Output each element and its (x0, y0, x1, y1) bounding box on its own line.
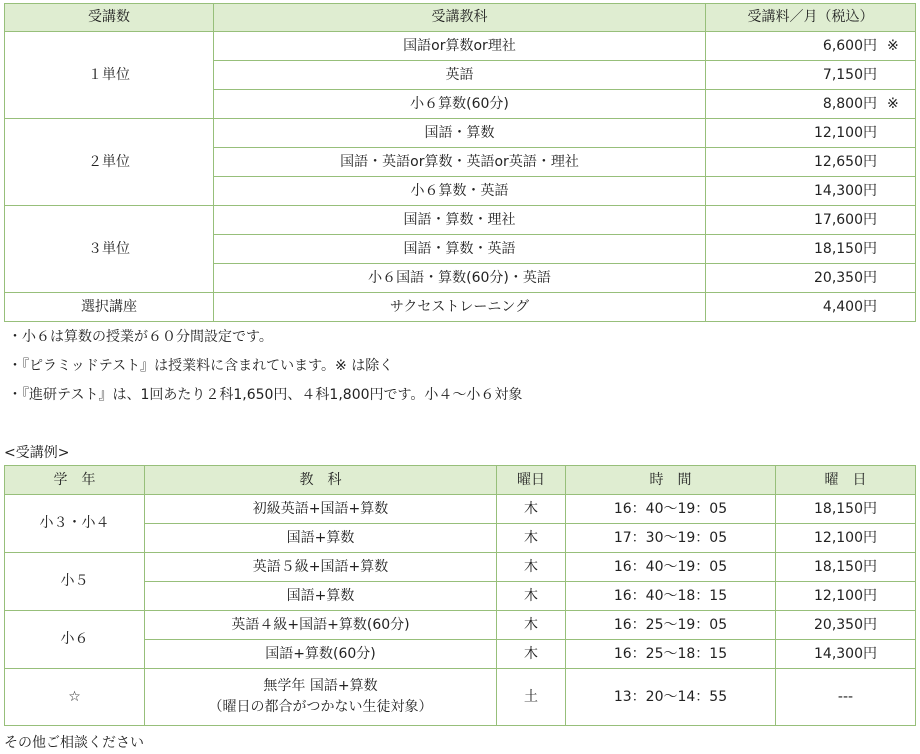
example-subject-note: （曜日の都合がつかない生徒対象） (208, 699, 433, 715)
example-row (5, 495, 916, 524)
example-subject-cell (145, 495, 497, 524)
grade-cell: 小５ (5, 553, 145, 611)
example-subject: 国語+算数 (286, 529, 355, 546)
subject-cell: 国語・算数 (214, 119, 706, 148)
fee-amount: 20,350円 (814, 269, 877, 286)
fee-cell (706, 206, 916, 235)
note-2: ・『ピラミッドテスト』は授業料に含まれています。※ は除く (8, 358, 394, 374)
subject-cell: 国語・算数・英語 (214, 235, 706, 264)
example-subject-cell (145, 553, 497, 582)
fee-mark: ※ (887, 37, 899, 54)
example-subject: 国語+算数(60分) (265, 645, 376, 662)
day-cell: 木 (497, 495, 566, 524)
example-row (5, 669, 916, 726)
header-day: 曜日 (497, 466, 566, 495)
units-cell: ２単位 (5, 119, 214, 206)
fee-row (5, 293, 916, 322)
header-subject: 教 科 (145, 466, 497, 495)
price-cell: --- (776, 669, 916, 726)
example-subject: 初級英語+国語+算数 (252, 500, 389, 517)
example-table (4, 465, 916, 726)
units-cell: １単位 (5, 32, 214, 119)
time-cell: 13：20～14：55 (566, 669, 776, 726)
fee-amount: 14,300円 (814, 182, 877, 199)
day-cell: 木 (497, 640, 566, 669)
header-time: 時 間 (566, 466, 776, 495)
example-row (5, 611, 916, 640)
day-cell: 木 (497, 524, 566, 553)
fee-row (5, 119, 916, 148)
header-units: 受講数 (5, 4, 214, 32)
time-cell: 16：40～19：05 (566, 495, 776, 524)
price-cell: 12,100円 (776, 582, 916, 611)
subject-cell: 国語・英語or算数・英語or英語・理社 (214, 148, 706, 177)
fee-amount: 18,150円 (814, 240, 877, 257)
day-cell: 木 (497, 582, 566, 611)
day-cell: 土 (497, 669, 566, 726)
example-subject-cell (145, 524, 497, 553)
footer-note: その他ご相談ください (4, 735, 144, 751)
example-subject-cell (145, 640, 497, 669)
fee-amount: 17,600円 (814, 211, 877, 228)
grade-cell: ☆ (5, 669, 145, 726)
fee-cell (706, 293, 916, 322)
header-grade: 学 年 (5, 466, 145, 495)
subject-cell: 国語or算数or理社 (214, 32, 706, 61)
time-cell: 16：40～18：15 (566, 582, 776, 611)
time-cell: 16：25～19：05 (566, 611, 776, 640)
units-cell: 選択講座 (5, 293, 214, 322)
price-cell: 18,150円 (776, 495, 916, 524)
note-3: ・『進研テスト』は、1回あたり２科1,650円、４科1,800円です。小４～小６対象 (8, 387, 523, 403)
example-subject-cell (145, 611, 497, 640)
fee-amount: 12,100円 (814, 124, 877, 141)
fee-cell (706, 148, 916, 177)
fee-amount: 8,800円 (822, 95, 877, 112)
subject-cell: 国語・算数・理社 (214, 206, 706, 235)
header-subjects: 受講教科 (214, 4, 706, 32)
fee-table (4, 3, 916, 322)
example-subject-cell (145, 582, 497, 611)
price-cell: 14,300円 (776, 640, 916, 669)
example-row (5, 553, 916, 582)
fee-amount: 4,400円 (822, 298, 877, 315)
subject-cell: サクセストレーニング (214, 293, 706, 322)
example-subject: 英語４級+国語+算数(60分) (231, 616, 410, 633)
fee-cell (706, 264, 916, 293)
time-cell: 16：40～19：05 (566, 553, 776, 582)
example-subject: 国語+算数 (286, 587, 355, 604)
subject-cell: 小６算数(60分) (214, 90, 706, 119)
day-cell: 木 (497, 611, 566, 640)
fee-mark: ※ (887, 95, 899, 112)
example-subject-cell (145, 669, 497, 726)
time-cell: 17：30～19：05 (566, 524, 776, 553)
header-price: 曜 日 (776, 466, 916, 495)
fee-cell (706, 90, 916, 119)
fee-row (5, 32, 916, 61)
subject-cell: 英語 (214, 61, 706, 90)
example-heading: <受講例> (4, 445, 70, 461)
fee-amount: 12,650円 (814, 153, 877, 170)
example-subject: 無学年 国語+算数 (263, 678, 378, 695)
example-subject: 英語５級+国語+算数 (252, 558, 389, 575)
price-cell: 20,350円 (776, 611, 916, 640)
price-cell: 18,150円 (776, 553, 916, 582)
fee-row (5, 206, 916, 235)
fee-cell (706, 32, 916, 61)
fee-cell (706, 177, 916, 206)
grade-cell: 小３・小４ (5, 495, 145, 553)
price-cell: 12,100円 (776, 524, 916, 553)
grade-cell: 小６ (5, 611, 145, 669)
fee-cell (706, 61, 916, 90)
day-cell: 木 (497, 553, 566, 582)
header-fee: 受講料／月（税込） (706, 4, 916, 32)
fee-cell (706, 119, 916, 148)
fee-amount: 6,600円 (822, 37, 877, 54)
fee-cell (706, 235, 916, 264)
time-cell: 16：25～18：15 (566, 640, 776, 669)
note-1: ・小６は算数の授業が６０分間設定です。 (8, 329, 273, 345)
units-cell: ３単位 (5, 206, 214, 293)
subject-cell: 小６国語・算数(60分)・英語 (214, 264, 706, 293)
fee-amount: 7,150円 (822, 66, 877, 83)
subject-cell: 小６算数・英語 (214, 177, 706, 206)
